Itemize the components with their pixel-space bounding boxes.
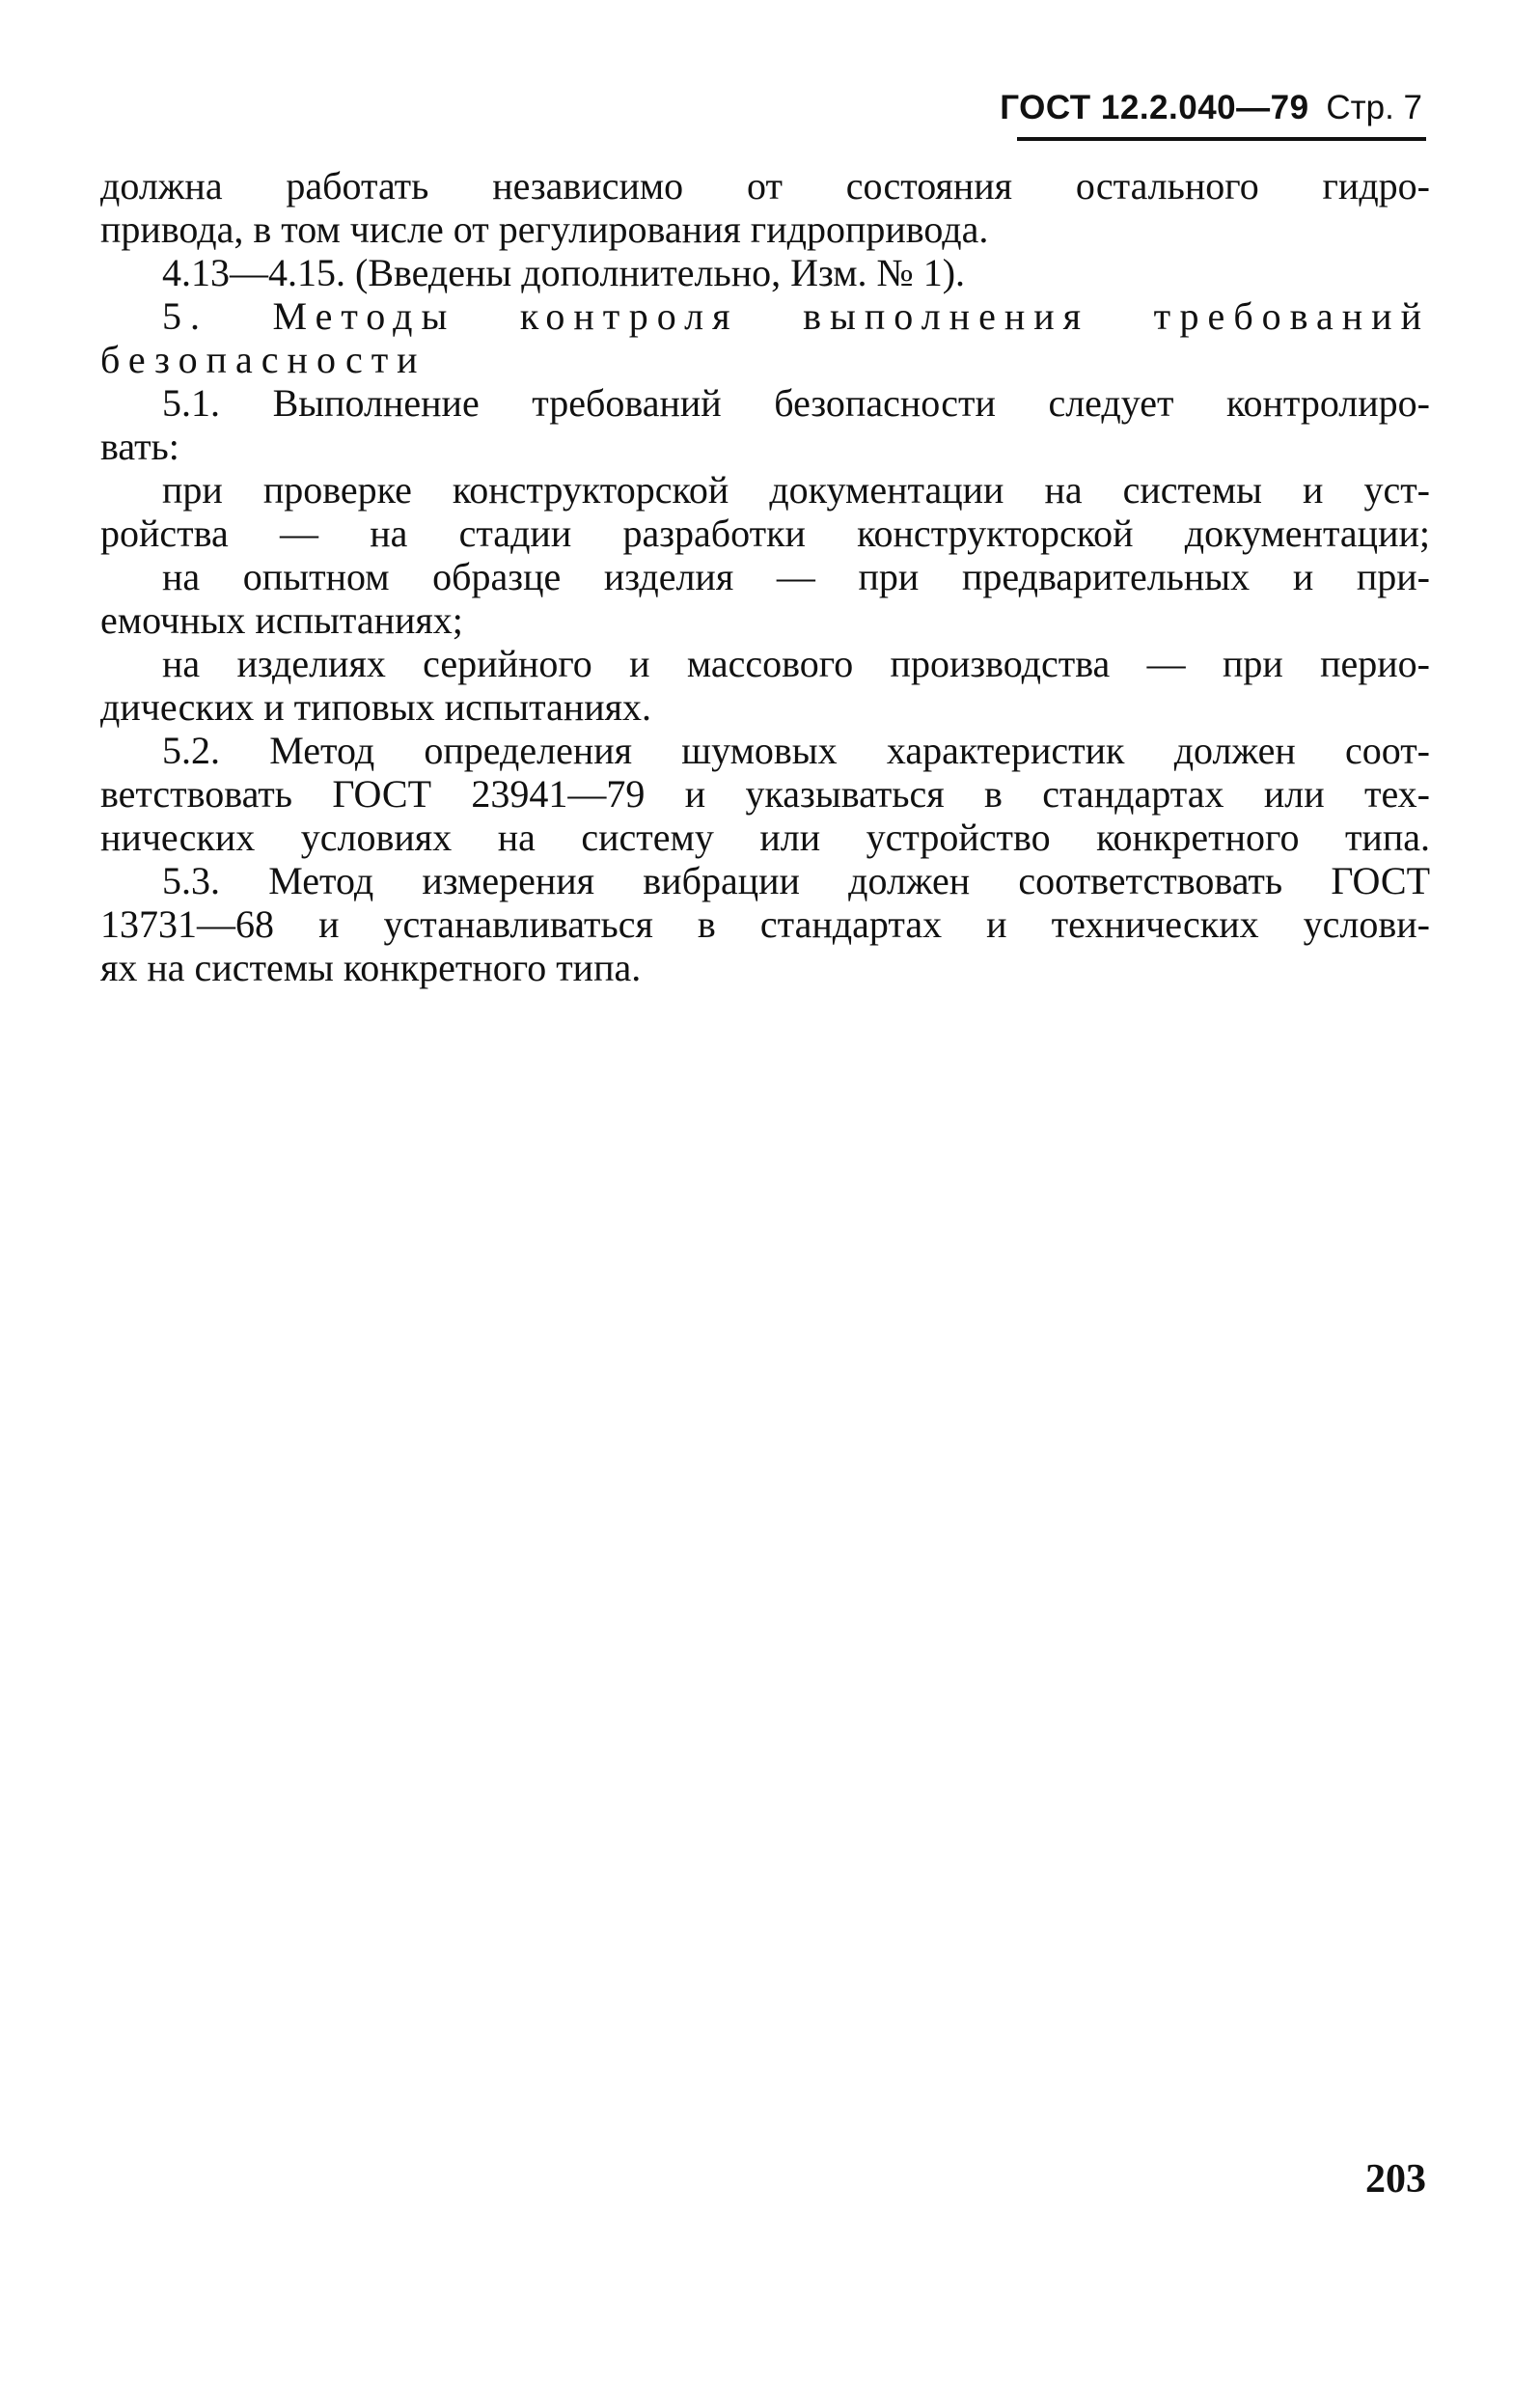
section-heading: 5. Методы контроля выполнения требований [162, 294, 1430, 338]
text-line: на опытном образце изделия — при предварительных и при- [162, 555, 1430, 598]
text-line: 4.13—4.15. (Введены дополнительно, Изм. № 1). [162, 251, 966, 294]
page-number: 203 [1365, 2157, 1426, 2202]
text-line: дических и типовых испытаниях. [100, 685, 652, 729]
text-line: емочных испытаниях; [100, 598, 463, 642]
text-line: 5.3. Метод измерения вибрации должен соответствовать ГОСТ [162, 859, 1430, 902]
text-line: должна работать независимо от состояния остального гидро- [100, 164, 1430, 208]
text-line: ях на системы конкретного типа. [100, 946, 642, 989]
text-line: вать: [100, 425, 179, 468]
running-header [1000, 85, 1422, 131]
body-text [100, 164, 1430, 989]
text-line: нических условиях на систему или устройство конкретного типа. [100, 816, 1430, 859]
standard-code: ГОСТ 12.2.040—79 [1000, 89, 1309, 126]
text-line: 13731—68 и устанавливаться в стандартах и технических услови- [100, 902, 1430, 946]
text-line: привода, в том числе от регулирования гидропривода. [100, 208, 989, 251]
text-line: 5.2. Метод определения шумовых характеристик должен соот- [162, 729, 1430, 772]
section-heading: безопасности [100, 338, 426, 381]
header-rule [1017, 137, 1426, 141]
text-line: 5.1. Выполнение требований безопасности следует контролиро- [162, 381, 1430, 425]
text-line: при проверке конструкторской документации на системы и уст- [162, 468, 1430, 512]
text-line: ройства — на стадии разработки конструкторской документации; [100, 512, 1430, 555]
text-line: на изделиях серийного и массового производства — при перио- [162, 642, 1430, 685]
text-line: ветствовать ГОСТ 23941—79 и указываться в стандартах или тех- [100, 772, 1430, 816]
page-label: Стр. 7 [1326, 89, 1422, 126]
